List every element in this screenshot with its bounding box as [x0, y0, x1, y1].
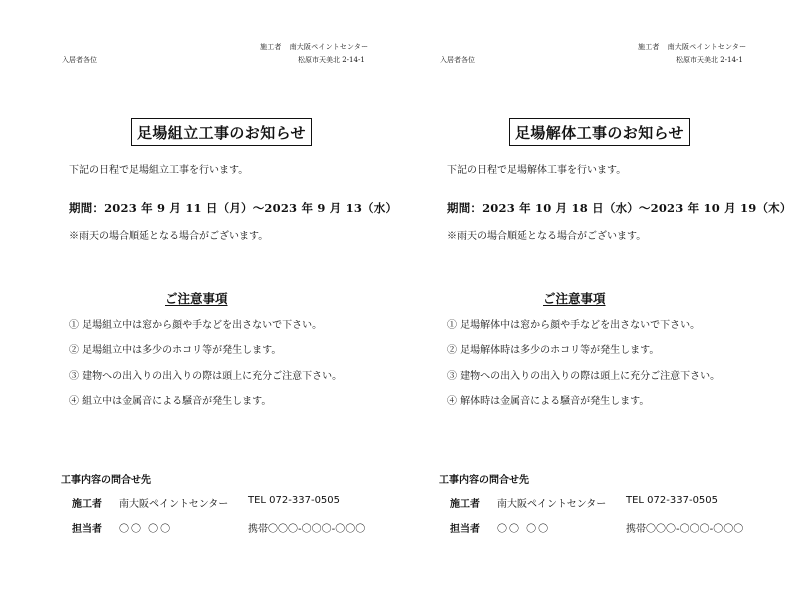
contact-contractor-name: 南大阪ペイントセンター: [497, 499, 607, 510]
contact-mobile: 携帯〇〇〇-〇〇〇-〇〇〇: [626, 524, 744, 535]
header-contractor-label: 施工者: [638, 43, 660, 51]
contact-mobile: 携帯〇〇〇-〇〇〇-〇〇〇: [248, 524, 366, 535]
caution-item: ① 足場組立中は窓から顔や手などを出さないで下さい。: [69, 320, 323, 331]
contact-tel: TEL 072-337-0505: [626, 495, 719, 506]
rain-note: ※雨天の場合順延となる場合がございます。: [69, 231, 269, 242]
caution-item: ③ 建物への出入りの出入りの際は頭上に充分ご注意下さい。: [447, 371, 721, 382]
caution-item: ④ 解体時は金属音による騒音が発生します。: [447, 396, 650, 407]
contact-person-name: 〇〇 〇〇: [119, 524, 173, 535]
header-address: 松原市天美北 2-14-1: [676, 56, 743, 64]
header-contractor: [260, 42, 368, 52]
header-contractor-label: 施工者: [260, 43, 282, 51]
contact-person-name: 〇〇 〇〇: [497, 524, 551, 535]
header-contractor-name: 南大阪ペイントセンター: [667, 43, 747, 51]
caution-item: ① 足場解体中は窓から顔や手などを出さないで下さい。: [447, 320, 701, 331]
contact-person-label: 担当者: [72, 524, 102, 535]
caution-item: ② 足場組立中は多少のホコリ等が発生します。: [69, 345, 282, 356]
notice-title: 足場解体工事のお知らせ: [509, 118, 690, 146]
header-address: 松原市天美北 2-14-1: [298, 56, 365, 64]
recipient: 入居者各位: [62, 56, 97, 64]
header-contractor: [638, 42, 746, 52]
work-period: 期間：2023 年 10 月 18 日（水）～2023 年 10 月 19（木）: [447, 201, 792, 215]
caution-item: ② 足場解体時は多少のホコリ等が発生します。: [447, 345, 660, 356]
contact-heading: 工事内容の問合せ先: [61, 475, 151, 486]
caution-item: ③ 建物への出入りの出入りの際は頭上に充分ご注意下さい。: [69, 371, 343, 382]
contact-heading: 工事内容の問合せ先: [439, 475, 529, 486]
contact-person-label: 担当者: [450, 524, 480, 535]
contact-contractor-label: 施工者: [72, 499, 102, 510]
notice-dismantling: [402, 0, 792, 600]
intro-text: 下記の日程で足場組立工事を行います。: [69, 165, 249, 176]
caution-heading: ご注意事項: [543, 291, 606, 306]
work-period: 期間：2023 年 9 月 11 日（月）～2023 年 9 月 13（水）: [69, 201, 398, 215]
contact-tel: TEL 072-337-0505: [248, 495, 341, 506]
contact-contractor-name: 南大阪ペイントセンター: [119, 499, 229, 510]
intro-text: 下記の日程で足場解体工事を行います。: [447, 165, 627, 176]
caution-item: ④ 組立中は金属音による騒音が発生します。: [69, 396, 272, 407]
header-contractor-name: 南大阪ペイントセンター: [289, 43, 369, 51]
notice-assembly: [24, 0, 404, 600]
caution-heading: ご注意事項: [165, 291, 228, 306]
recipient: 入居者各位: [440, 56, 475, 64]
rain-note: ※雨天の場合順延となる場合がございます。: [447, 231, 647, 242]
notice-title: 足場組立工事のお知らせ: [131, 118, 312, 146]
contact-contractor-label: 施工者: [450, 499, 480, 510]
